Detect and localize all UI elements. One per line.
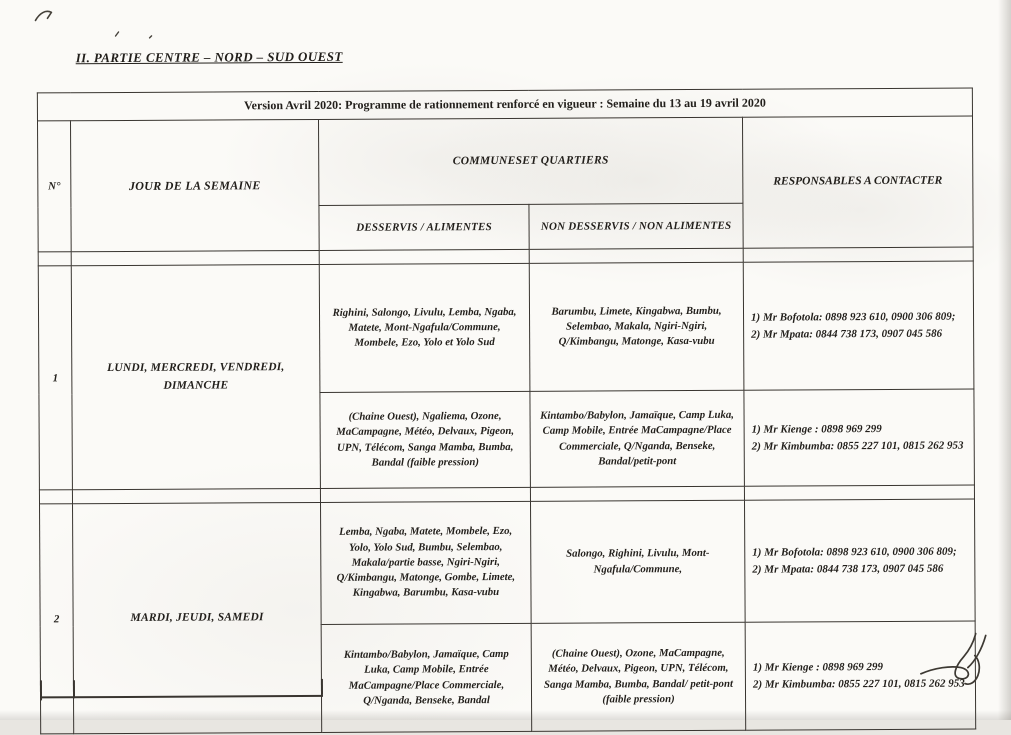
cell-row2a-served: Lemba, Ngaba, Matete, Mombele, Ezo, Yolo, Yolo Sud, Bumbu, Selembao, Makala/partie basse, Ngiri-Ngiri, Q/Kimbangu, Matonge, Gombe, Limete, Kingabwa, Barumbu, Kasa-vubu	[321, 501, 532, 624]
spacer-cell	[530, 486, 744, 501]
cell-row2b-contacts: 1) Mr Kienge : 0898 969 299 2) Mr Kimbumba: 0855 227 101, 0815 262 953	[745, 621, 976, 730]
spacer-cell	[529, 248, 743, 263]
table-line-stub	[321, 679, 323, 695]
spacer-cell	[71, 250, 319, 265]
cell-row1a-served: Righini, Salongo, Livulu, Lemba, Ngaba, Matete, Mont-Ngafula/Commune, Mombele, Ezo, Yolo et Yolo Sud	[319, 263, 530, 392]
cell-row1-day: LUNDI, MERCREDI, VENDREDI, DIMANCHE	[71, 264, 320, 489]
table-row-2a	[40, 499, 976, 626]
cell-row2a-contacts: 1) Mr Bofotola: 0898 923 610, 0900 306 809; 2) Mr Mpata: 0844 738 173, 0907 045 586	[744, 499, 975, 622]
header-served: DESSERVIS / ALIMENTES	[319, 204, 529, 250]
header-row-top	[37, 116, 972, 207]
header-contacts: RESPONSABLES A CONTACTER	[742, 116, 973, 248]
spacer-cell	[743, 247, 973, 262]
cell-row2-num: 2	[40, 504, 74, 734]
spacer-cell	[39, 490, 72, 504]
header-day: JOUR DE LA SEMAINE	[70, 119, 319, 251]
cell-row2-day: MARDI, JEUDI, SAMEDI	[73, 502, 322, 733]
cell-row1a-contacts: 1) Mr Bofotola: 0898 923 610, 0900 306 809; 2) Mr Mpata: 0844 738 173, 0907 045 586	[743, 261, 974, 390]
spacer-cell	[319, 249, 529, 264]
header-communes: COMMUNESET QUARTIERS	[318, 117, 742, 205]
header-num: N°	[37, 121, 71, 252]
table-row-1a	[38, 261, 974, 394]
spacer-cell	[744, 485, 974, 500]
cell-row1b-contacts: 1) Mr Kienge : 0898 969 299 2) Mr Kimbumba: 0855 227 101, 0815 262 953	[744, 389, 975, 486]
cell-row1a-not-served: Barumbu, Limete, Kingabwa, Bumbu, Selembao, Makala, Ngiri-Ngiri, Q/Kimbangu, Matonge, Kasa-vubu	[529, 262, 744, 391]
rationing-schedule-table	[37, 88, 976, 735]
cell-row2b-not-served: (Chaine Ouest), Ozone, MaCampagne, Météo, Delvaux, Pigeon, UPN, Télécom, Sanga Mamba, Bumba, Bandal/ petit-pont (faible pression)	[531, 622, 746, 731]
cell-row2b-served: Kintambo/Babylon, Jamaïque, Camp Luka, Camp Mobile, Entrée MaCampagne/Place Commerciale, Q/Nganda, Benseke, Bandal	[321, 623, 532, 732]
cell-row2a-not-served: Salongo, Righini, Livulu, Mont-Ngafula/Commune,	[530, 500, 745, 623]
header-not-served: NON DESSERVIS / NON ALIMENTES	[529, 203, 743, 249]
cell-row1b-not-served: Kintambo/Babylon, Jamaïque, Camp Luka, Camp Mobile, Entrée MaCampagne/Place Commerciale, Q/Nganda, Benseke, Bandal/petit-pont	[530, 390, 744, 487]
cell-row1b-served: (Chaine Ouest), Ngaliema, Ozone, MaCampagne, Météo, Delvaux, Pigeon, UPN, Télécom, Sanga Mamba, Bumba, Bandal (faible pression)	[320, 391, 530, 488]
signature	[915, 625, 1010, 705]
spacer-cell	[38, 252, 71, 266]
table-title: Version Avril 2020: Programme de rationnement renforcé en vigueur : Semaine du 13 au 19 avril 2020	[37, 88, 972, 121]
section-heading: II. PARTIE CENTRE – NORD – SUD OUEST	[75, 48, 343, 66]
spacer-cell	[72, 488, 320, 503]
cell-row1-num: 1	[38, 266, 72, 490]
spacer-cell	[320, 487, 530, 502]
pen-marks	[27, 4, 167, 47]
